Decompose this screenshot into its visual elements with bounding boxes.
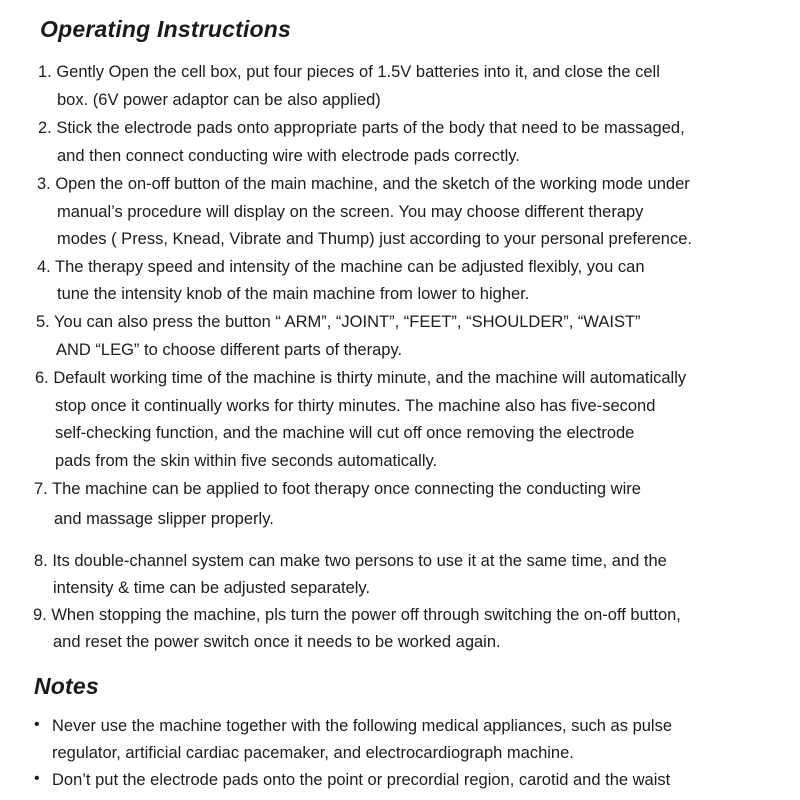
step-7-line-1: 7. The machine can be applied to foot therapy once connecting the conducting wire: [34, 480, 641, 498]
note-2-line-1: Don’t put the electrode pads onto the point or precordial region, carotid and the waist: [52, 771, 671, 789]
step-4-line-1: 4. The therapy speed and intensity of the machine can be adjusted flexibly, you can: [37, 258, 645, 276]
step-9-line-1: 9. When stopping the machine, pls turn the power off through switching the on-off button,: [33, 606, 681, 624]
bullet-icon: •: [34, 770, 40, 787]
note-1-line-2: regulator, artificial cardiac pacemaker, and electrocardiograph machine.: [52, 744, 574, 762]
step-6-line-4: pads from the skin within five seconds automatically.: [55, 452, 438, 470]
step-8-line-2: intensity & time can be adjusted separately.: [53, 579, 371, 597]
step-9-line-2: and reset the power switch once it needs to be worked again.: [53, 633, 501, 651]
step-6-line-3: self-checking function, and the machine will cut off once removing the electrode: [55, 424, 635, 442]
step-3-line-2: manual’s procedure will display on the screen. You may choose different therapy: [57, 203, 644, 221]
step-4-line-2: tune the intensity knob of the main machine from lower to higher.: [57, 285, 530, 303]
step-1-line-2: box. (6V power adaptor can be also applied): [57, 91, 381, 109]
operating-instructions-heading: Operating Instructions: [40, 16, 292, 42]
step-2-line-2: and then connect conducting wire with electrode pads correctly.: [57, 147, 520, 165]
notes-heading: Notes: [34, 673, 99, 699]
step-5-line-2: AND “LEG” to choose different parts of therapy.: [56, 341, 403, 359]
step-2-line-1: 2. Stick the electrode pads onto appropriate parts of the body that need to be massaged,: [38, 119, 685, 137]
step-5-line-1: 5. You can also press the button “ ARM”, “JOINT”, “FEET”, “SHOULDER”, “WAIST”: [36, 313, 641, 331]
step-7-line-2: and massage slipper properly.: [54, 510, 274, 528]
step-6-line-2: stop once it continually works for thirty minutes. The machine also has five-second: [55, 397, 656, 415]
note-1-line-1: Never use the machine together with the following medical appliances, such as pulse: [52, 717, 673, 735]
step-6-line-1: 6. Default working time of the machine is thirty minute, and the machine will automatically: [35, 369, 687, 387]
bullet-icon: •: [34, 716, 40, 733]
step-1-line-1: 1. Gently Open the cell box, put four pieces of 1.5V batteries into it, and close the cell: [38, 63, 660, 81]
step-3-line-3: modes ( Press, Knead, Vibrate and Thump) just according to your personal preference.: [57, 230, 692, 248]
step-8-line-1: 8. Its double-channel system can make two persons to use it at the same time, and the: [34, 552, 667, 570]
step-3-line-1: 3. Open the on-off button of the main machine, and the sketch of the working mode under: [37, 175, 690, 193]
